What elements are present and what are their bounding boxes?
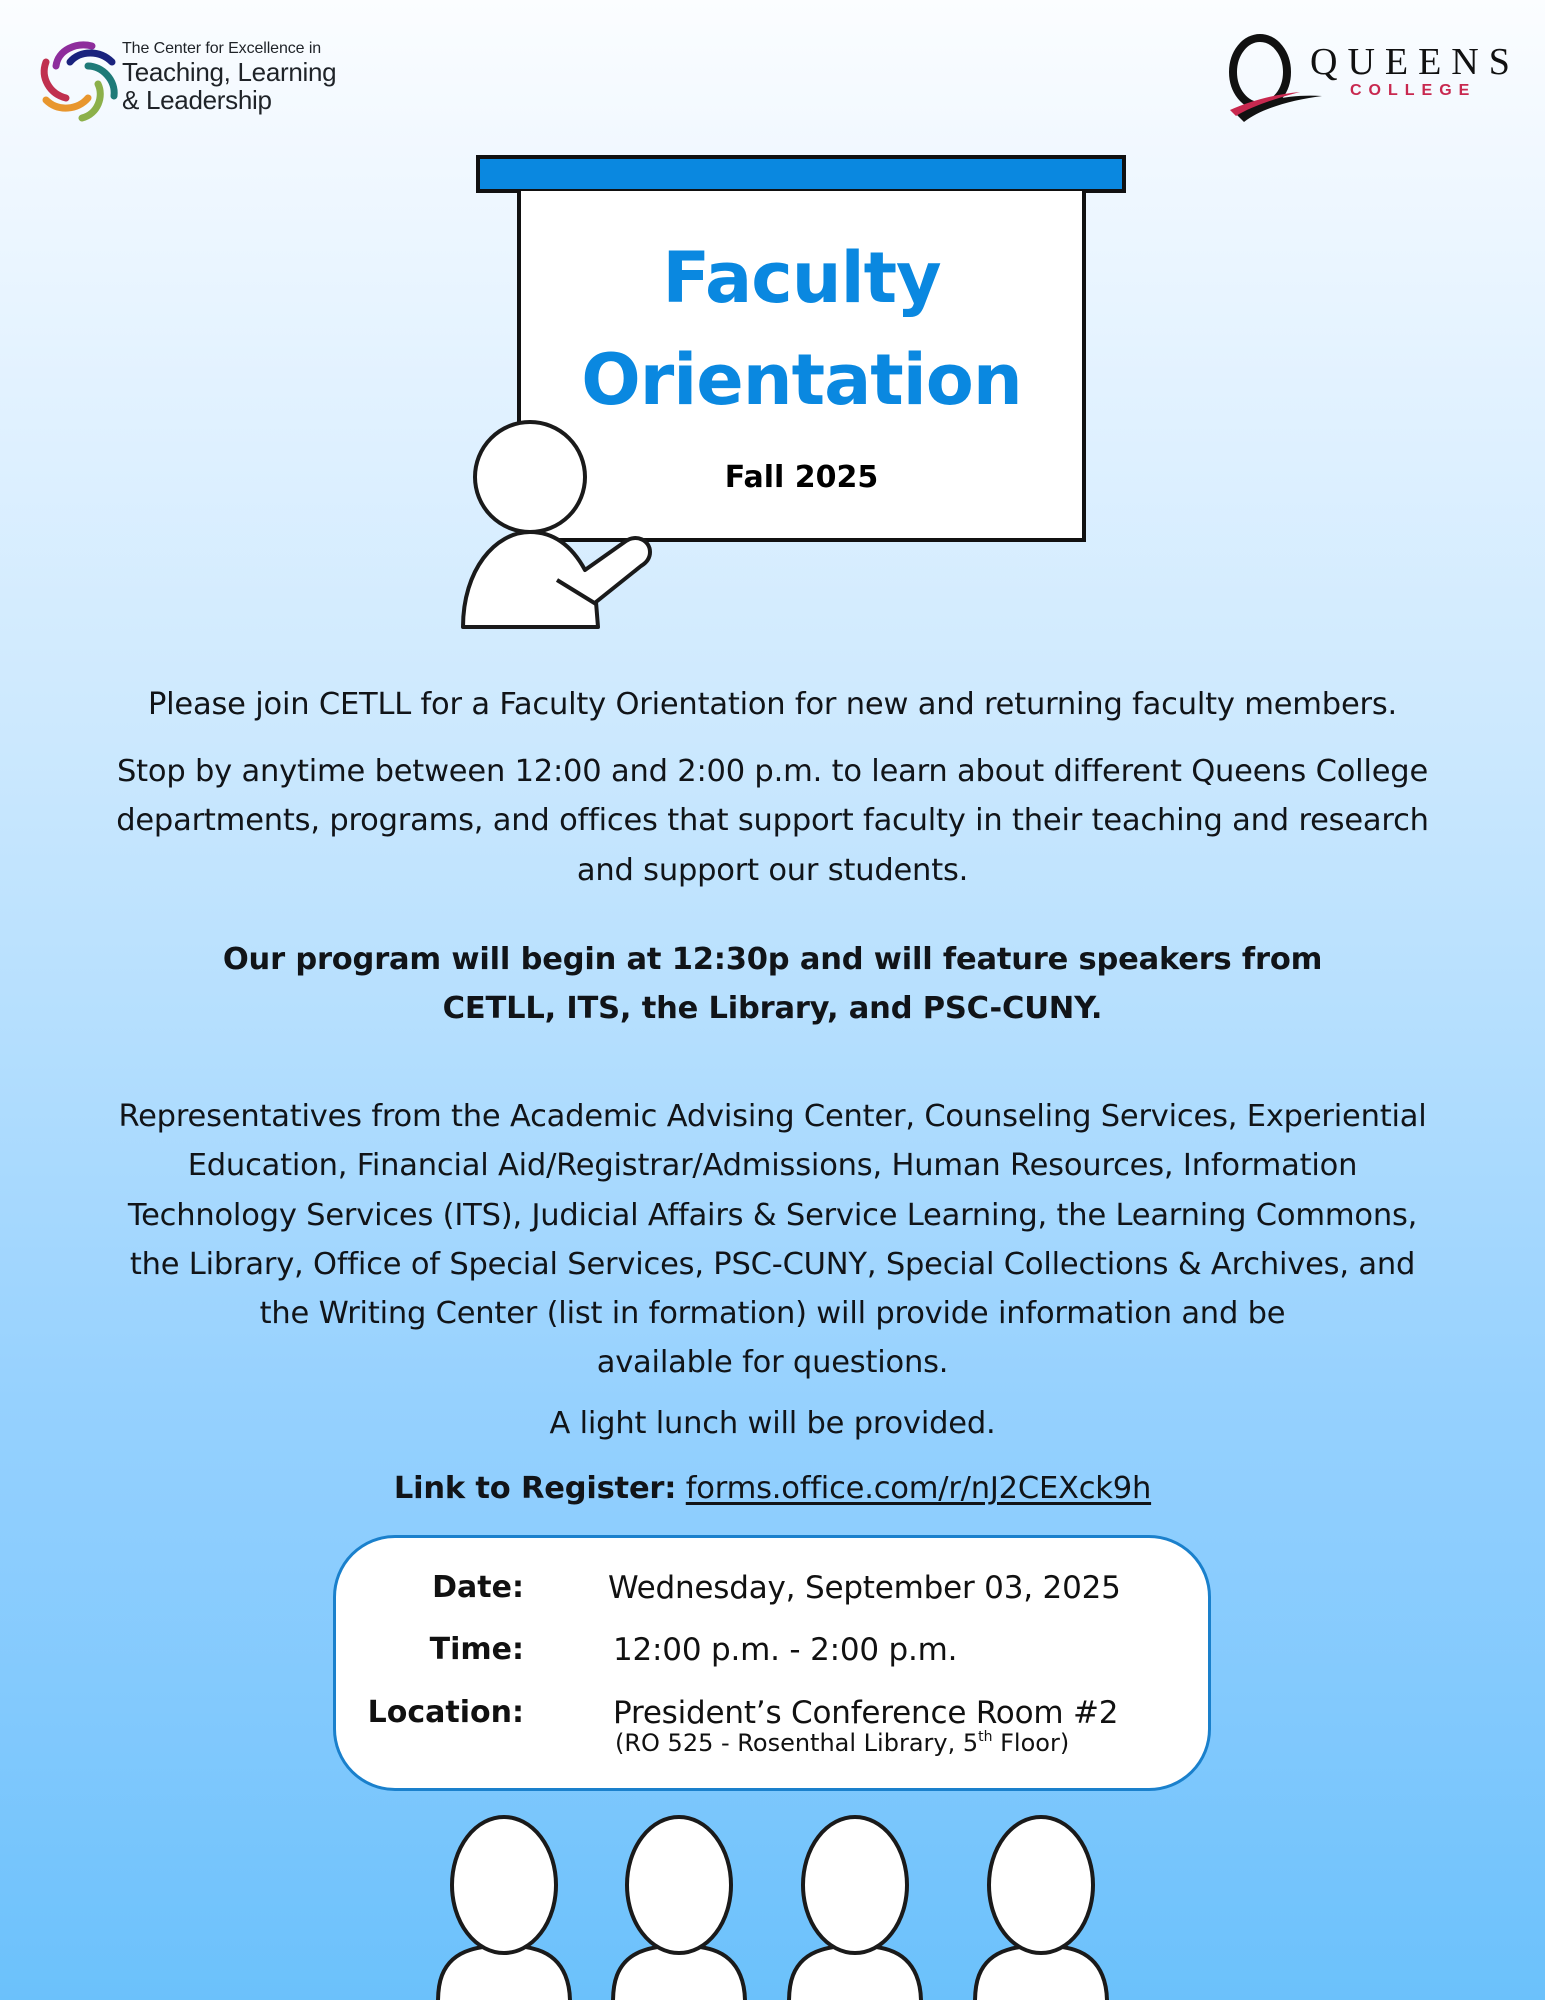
- cetll-line-1: The Center for Excellence in: [122, 40, 322, 57]
- register-line: [60, 1464, 1485, 1513]
- presenter-figure-icon: [455, 415, 655, 635]
- stop-by-line: and support our students.: [576, 852, 969, 888]
- time-label: Time:: [429, 1632, 524, 1667]
- representatives-line: the Library, Office of Special Services, PSC-CUNY, Special Collections & Archives, and: [129, 1246, 1416, 1282]
- representatives-line: Representatives from the Academic Advising Center, Counseling Services, Experiential: [118, 1099, 1427, 1134]
- event-term: Fall 2025: [724, 460, 879, 495]
- representatives-line: available for questions.: [596, 1345, 949, 1381]
- queens-wordmark: QUEENS: [1310, 41, 1520, 83]
- program-line: Our program will begin at 12:30p and will feature speakers from: [222, 942, 1323, 977]
- cetll-wordmark: [122, 40, 336, 114]
- location-label: Location:: [367, 1695, 524, 1730]
- lunch-text: A light lunch will be provided.: [549, 1406, 996, 1441]
- location-detail-ordinal: th: [978, 1729, 993, 1745]
- audience-figures-icon: [0, 1800, 1545, 2000]
- college-wordmark: COLLEGE: [1350, 82, 1477, 99]
- representatives-paragraph: [60, 1092, 1485, 1388]
- audience-person-icon: [789, 1817, 921, 2000]
- lunch-note: [60, 1399, 1485, 1448]
- time-row: [336, 1630, 1208, 1670]
- projector-screen-bar: [476, 155, 1126, 193]
- representatives-line: Technology Services (ITS), Judicial Affairs & Service Learning, the Learning Commons,: [127, 1197, 1418, 1233]
- cetll-swirl-icon: [36, 36, 122, 122]
- location-row: [336, 1693, 1208, 1733]
- cetll-logo: [36, 36, 366, 126]
- cetll-line-3: & Leadership: [122, 85, 272, 115]
- audience-person-icon: [975, 1817, 1107, 2000]
- representatives-line: Education, Financial Aid/Registrar/Admissions, Human Resources, Information: [187, 1148, 1358, 1184]
- register-link[interactable]: forms.office.com/r/nJ2CEXck9h: [685, 1471, 1152, 1506]
- location-value: President’s Conference Room #2: [613, 1695, 1119, 1731]
- audience-person-icon: [438, 1817, 570, 2000]
- intro-paragraph: [60, 680, 1485, 729]
- date-row: [336, 1568, 1208, 1608]
- date-value: Wednesday, September 03, 2025: [608, 1570, 1121, 1606]
- representatives-line: the Writing Center (list in formation) will provide information and be: [259, 1296, 1286, 1332]
- queens-college-logo: [1222, 30, 1522, 125]
- register-label: Link to Register:: [393, 1471, 677, 1506]
- event-title-line-1: Faculty: [662, 237, 941, 319]
- stop-by-line: departments, programs, and offices that support faculty in their teaching and research: [116, 803, 1429, 839]
- stop-by-line: Stop by anytime between 12:00 and 2:00 p.m. to learn about different Queens College: [116, 754, 1429, 789]
- event-title-line-2: Orientation: [581, 339, 1022, 421]
- date-label: Date:: [432, 1570, 524, 1605]
- program-line: CETLL, ITS, the Library, and PSC-CUNY.: [442, 991, 1103, 1027]
- program-paragraph: [60, 935, 1485, 1034]
- stop-by-paragraph: [60, 747, 1485, 895]
- cetll-line-2: Teaching, Learning: [122, 57, 337, 87]
- location-detail: [615, 1728, 1069, 1758]
- location-detail-prefix: (RO 525 - Rosenthal Library, 5: [615, 1729, 979, 1757]
- audience-person-icon: [613, 1817, 745, 2000]
- intro-text: Please join CETLL for a Faculty Orientation for new and returning faculty members.: [147, 687, 1398, 722]
- time-value: 12:00 p.m. - 2:00 p.m.: [613, 1632, 958, 1668]
- location-detail-suffix: Floor): [992, 1729, 1070, 1757]
